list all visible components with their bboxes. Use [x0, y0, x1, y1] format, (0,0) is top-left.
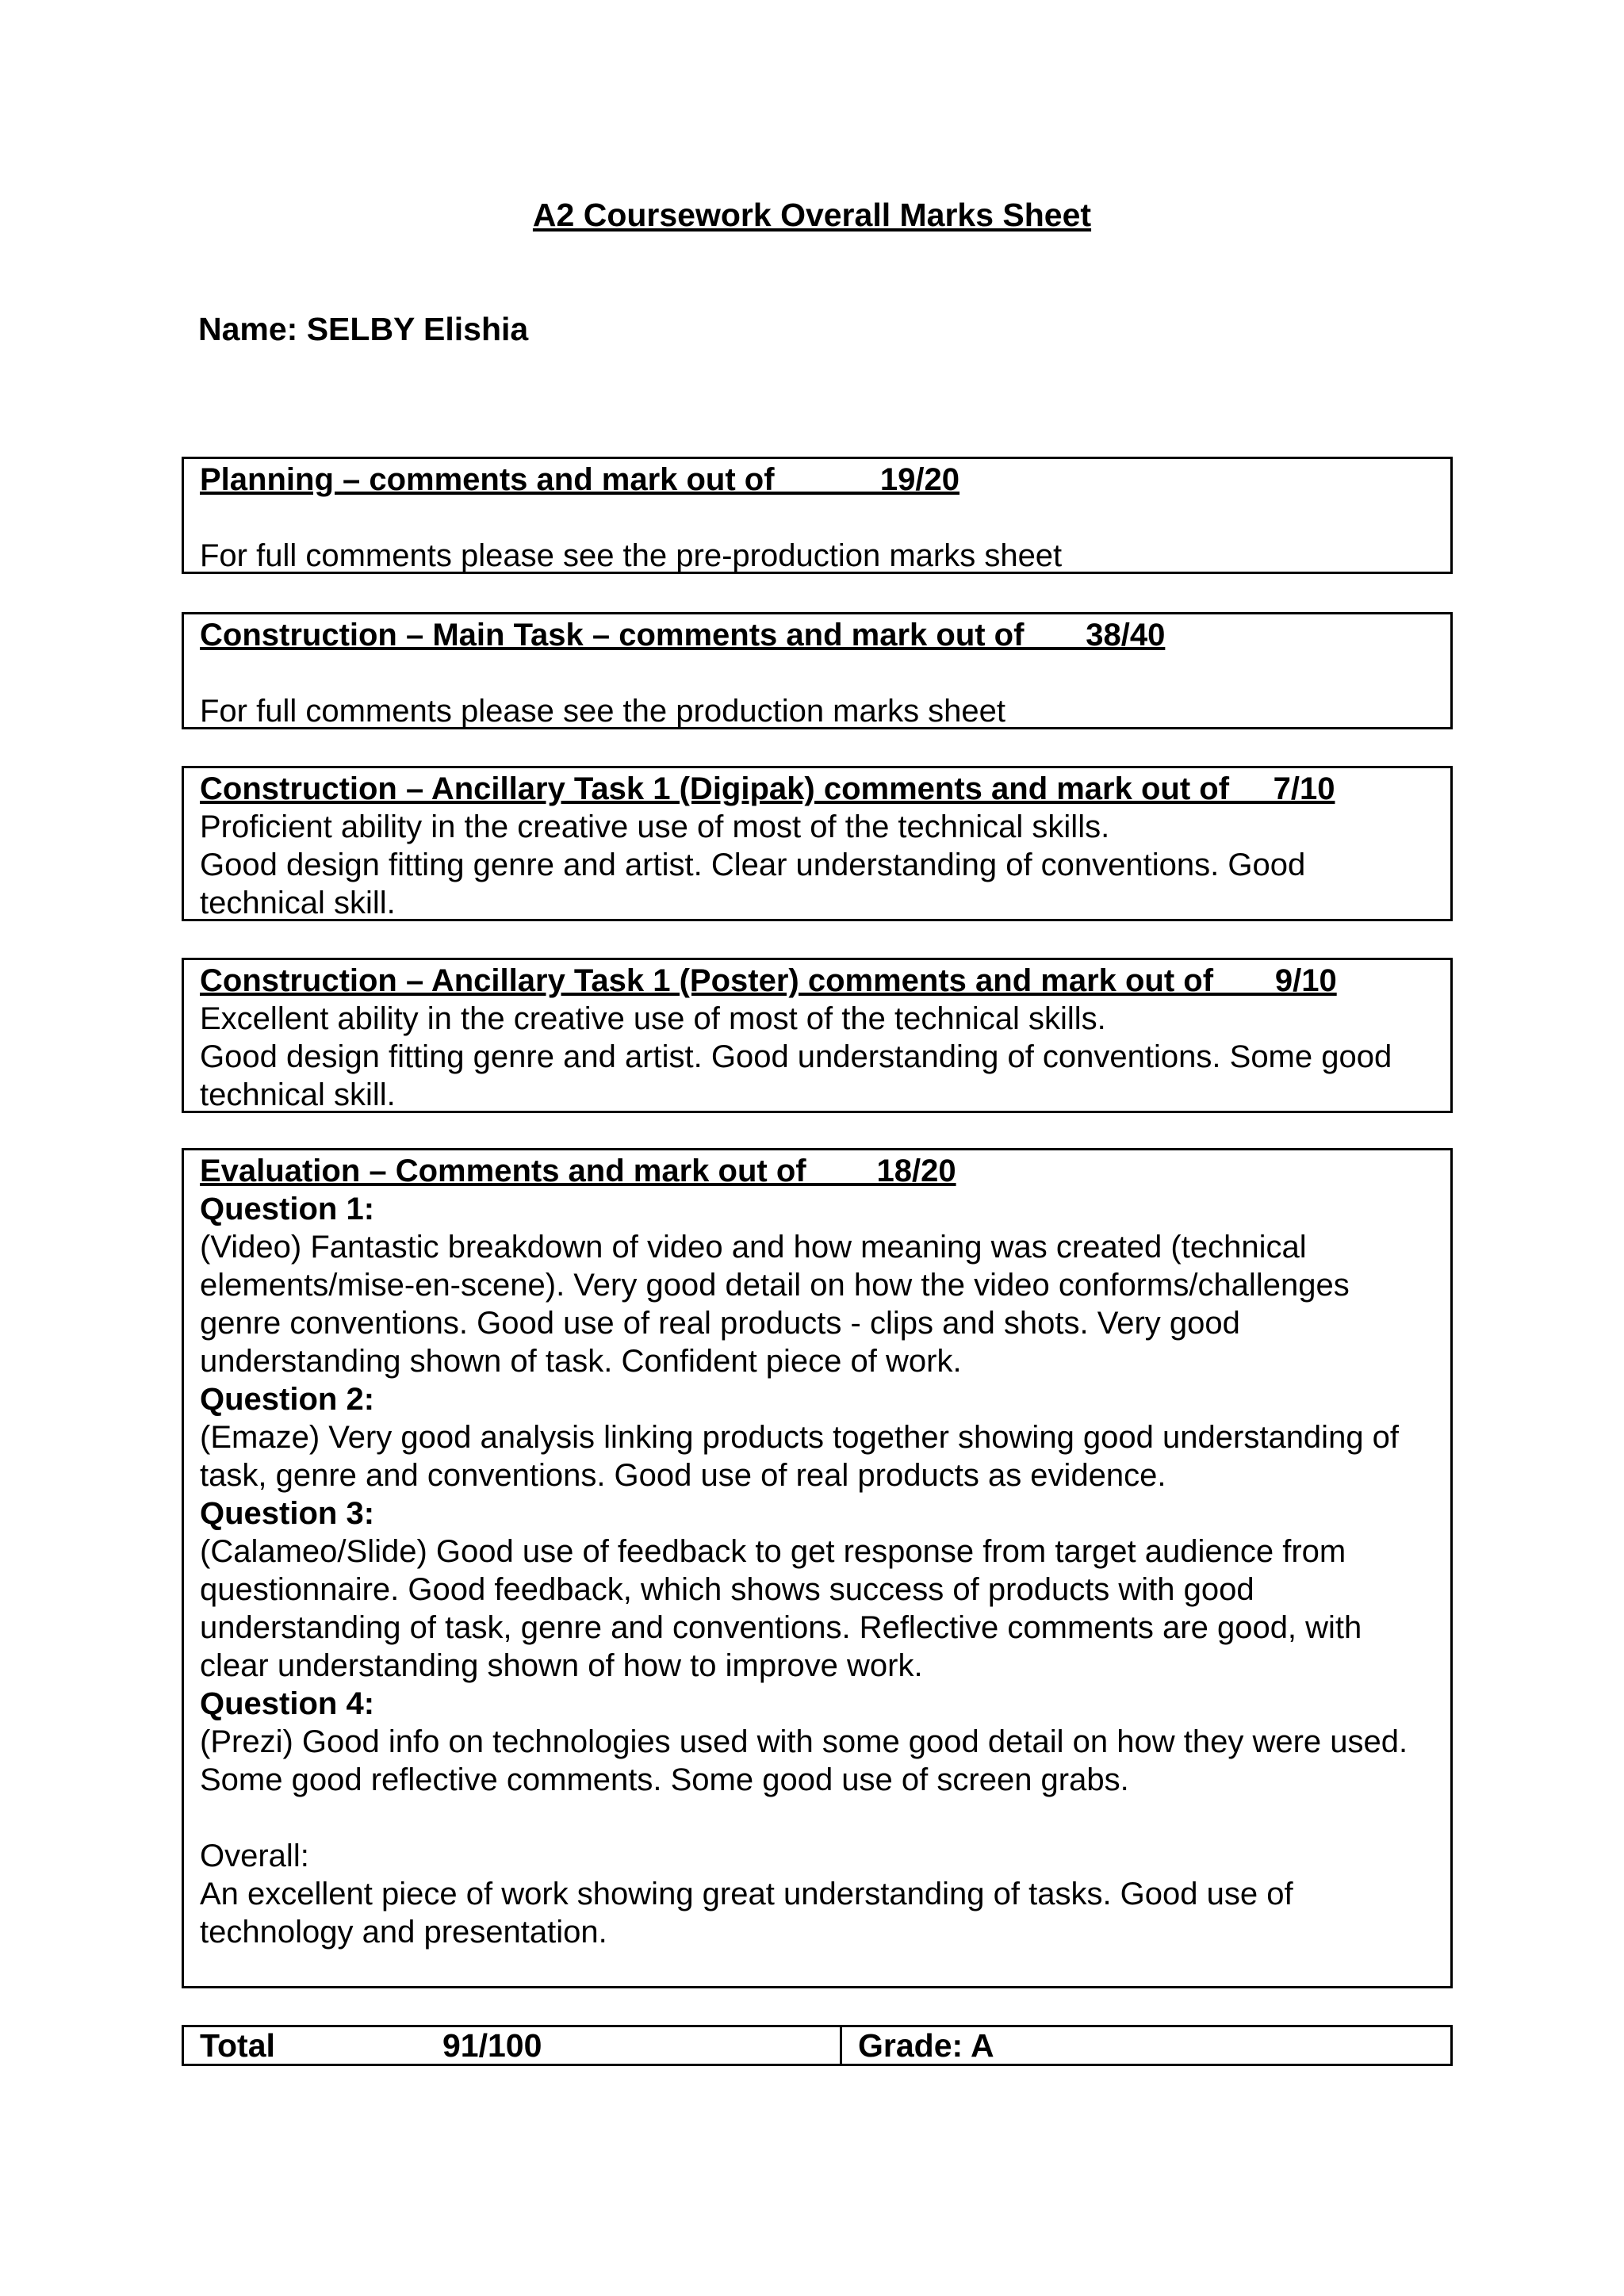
planning-heading: Planning – comments and mark out of 19/20: [200, 462, 960, 497]
question-3-label: Question 3:: [200, 1496, 375, 1531]
question-1-label: Question 1:: [200, 1192, 375, 1226]
question-4-label: Question 4:: [200, 1686, 375, 1721]
poster-comment-line: Excellent ability in the creative use of most of the technical skills.: [200, 1001, 1106, 1036]
planning-comment: For full comments please see the pre-production marks sheet: [200, 538, 1063, 573]
digipak-section: [182, 766, 1453, 921]
total-cell: [184, 2027, 842, 2064]
total-value: 91/100: [442, 2027, 542, 2064]
poster-section: [182, 958, 1453, 1113]
planning-section: [182, 457, 1453, 574]
overall-label: Overall:: [200, 1839, 309, 1873]
poster-comment-line: technical skill.: [200, 1077, 396, 1112]
digipak-comment-line: Good design fitting genre and artist. Clear understanding of conventions. Good: [200, 848, 1306, 882]
digipak-heading: Construction – Ancillary Task 1 (Digipak) comments and mark out of 7/10: [200, 771, 1335, 806]
student-name: Name: SELBY Elishia: [198, 311, 529, 347]
page-title: A2 Coursework Overall Marks Sheet: [532, 197, 1092, 233]
main-task-section: [182, 612, 1453, 729]
poster-heading: Construction – Ancillary Task 1 (Poster) comments and mark out of 9/10: [200, 963, 1337, 998]
overall-comment: An excellent piece of work showing great understanding of tasks. Good use of technology and presentation.: [200, 1877, 1293, 1950]
poster-comment-line: Good design fitting genre and artist. Good understanding of conventions. Some good: [200, 1039, 1392, 1074]
evaluation-section: [182, 1148, 1453, 1988]
question-3-comment: (Calameo/Slide) Good use of feedback to get response from target audience from questionnaire. Good feedback, which shows success of products with good understanding of task, genre and conventions. Reflective comments are good, with clear understanding shown of how to improve work.: [200, 1534, 1362, 1683]
total-row: [182, 2025, 1453, 2066]
spacer: [200, 499, 1436, 537]
evaluation-heading: Evaluation – Comments and mark out of 18/20: [200, 1154, 956, 1188]
main-task-heading: Construction – Main Task – comments and mark out of 38/40: [200, 618, 1166, 652]
grade-cell: [842, 2027, 1450, 2064]
question-1-comment: (Video) Fantastic breakdown of video and how meaning was created (technical elements/mise-en-scene). Very good detail on how the video conforms/challenges genre conventions. Good use of real products - clips and shots. Very good understanding shown of task. Confident piece of work.: [200, 1230, 1350, 1379]
grade-value: Grade: A: [858, 2027, 994, 2064]
digipak-comment-line: technical skill.: [200, 886, 396, 920]
spacer: [200, 1799, 1436, 1837]
question-2-label: Question 2:: [200, 1382, 375, 1417]
main-task-comment: For full comments please see the production marks sheet: [200, 694, 1006, 729]
question-4-comment: (Prezi) Good info on technologies used with some good detail on how they were used. Some good reflective comments. Some good use of screen grabs.: [200, 1724, 1408, 1797]
digipak-comment-line: Proficient ability in the creative use of most of the technical skills.: [200, 809, 1110, 844]
question-2-comment: (Emaze) Very good analysis linking products together showing good understanding of task, genre and conventions. Good use of real products as evidence.: [200, 1420, 1400, 1493]
total-label: Total: [200, 2027, 275, 2064]
spacer: [200, 654, 1436, 692]
